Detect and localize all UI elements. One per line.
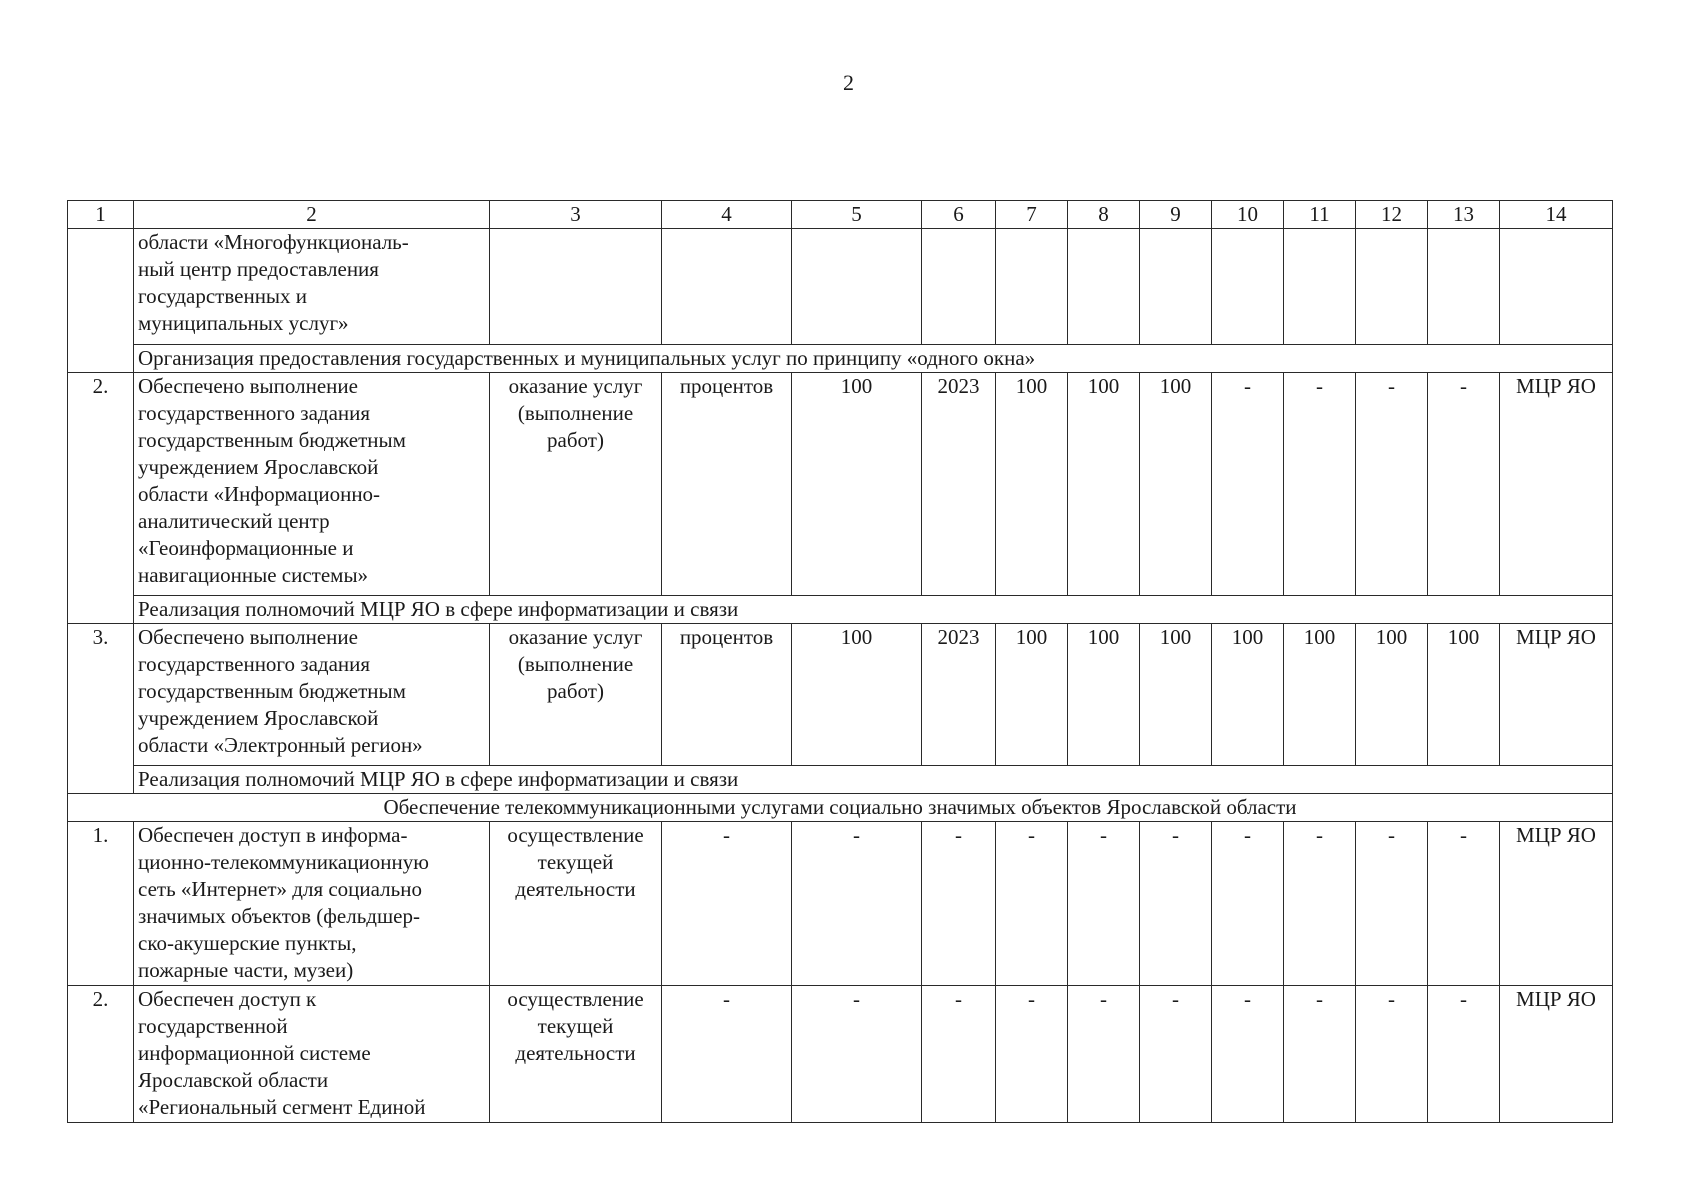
empty-cell [1284, 229, 1356, 345]
text-line: деятельности [515, 877, 636, 901]
text-line: государственным бюджетным [138, 428, 406, 452]
empty-cell [792, 229, 922, 345]
value-cell: - [1284, 822, 1356, 986]
value-cell: - [1140, 986, 1212, 1123]
empty-cell [1500, 229, 1613, 345]
text-line: ско-акушерские пункты, [138, 931, 357, 955]
year-cell: 2023 [922, 624, 996, 766]
plan-table [67, 200, 1613, 1123]
text-line: Обеспечен доступ в информа- [138, 823, 408, 847]
empty-cell [922, 229, 996, 345]
value-cell: - [792, 986, 922, 1123]
text-line: государственной [138, 1014, 288, 1038]
section-row [68, 794, 1613, 822]
value-cell: - [1428, 373, 1500, 596]
page-number: 2 [843, 70, 854, 95]
col-header: 1 [68, 201, 134, 229]
value-cell: - [1212, 373, 1284, 596]
value-cell: 100 [1068, 373, 1140, 596]
text-line: ционно-телекоммуникационную [138, 850, 429, 874]
value-cell: - [1212, 822, 1284, 986]
col-header: 9 [1140, 201, 1212, 229]
value-cell: - [1356, 373, 1428, 596]
value-cell: - [1284, 373, 1356, 596]
text-line: осуществление [507, 823, 644, 847]
text-line: (выполнение [517, 652, 634, 676]
value-cell: - [1068, 986, 1140, 1123]
col-header: 3 [490, 201, 662, 229]
row-number: 2. [68, 986, 134, 1123]
text-line: Ярославской области [138, 1068, 329, 1092]
value-cell: 100 [996, 624, 1068, 766]
value-cell: 100 [1140, 373, 1212, 596]
value-cell: - [1284, 986, 1356, 1123]
value-cell: 100 [996, 373, 1068, 596]
executor-cell: МЦР ЯО [1500, 822, 1613, 986]
text-line: работ) [547, 428, 604, 452]
text-line: Обеспечен доступ к [138, 987, 317, 1011]
table-row [68, 624, 1613, 766]
text-line: области «Электронный регион» [138, 733, 423, 757]
value-cell: - [996, 986, 1068, 1123]
description-cell [134, 822, 490, 986]
col-header: 7 [996, 201, 1068, 229]
description-cell [134, 624, 490, 766]
empty-cell [1356, 229, 1428, 345]
description-cell [134, 229, 490, 345]
col-header: 5 [792, 201, 922, 229]
description-cell [134, 373, 490, 596]
empty-cell [1428, 229, 1500, 345]
description-cell [134, 986, 490, 1123]
text-line: аналитический центр [138, 509, 330, 533]
section-row [68, 596, 1613, 624]
text-line: государственного задания [138, 401, 371, 425]
table-row [68, 229, 1613, 345]
type-cell [490, 822, 662, 986]
text-line: «Региональный сегмент Единой [138, 1095, 426, 1119]
text-line: Обеспечено выполнение [138, 374, 358, 398]
header-row [68, 201, 1613, 229]
executor-cell: МЦР ЯО [1500, 986, 1613, 1123]
year-cell: - [922, 986, 996, 1123]
empty-cell [996, 229, 1068, 345]
value-cell: - [996, 822, 1068, 986]
text-line: ный центр предоставления [138, 257, 379, 281]
text-line: деятельности [515, 1041, 636, 1065]
num-cell [68, 229, 134, 373]
row-number: 3. [68, 624, 134, 794]
value-cell: - [1428, 822, 1500, 986]
executor-cell: МЦР ЯО [1500, 624, 1613, 766]
text-line: государственным бюджетным [138, 679, 406, 703]
text-line: оказание услуг [508, 374, 643, 398]
value-cell: - [1428, 986, 1500, 1123]
table-row [68, 822, 1613, 986]
value-cell: 100 [1284, 624, 1356, 766]
section-row [68, 345, 1613, 373]
col-header: 14 [1500, 201, 1613, 229]
section-title: Обеспечение телекоммуникационными услугами социально значимых объектов Ярославской области [68, 794, 1613, 822]
col-header: 4 [662, 201, 792, 229]
text-line: учреждением Ярославской [138, 706, 379, 730]
empty-cell [1068, 229, 1140, 345]
value-cell: 100 [1356, 624, 1428, 766]
text-line: работ) [547, 679, 604, 703]
text-line: области «Информационно- [138, 482, 381, 506]
text-line: навигационные системы» [138, 563, 369, 587]
col-header: 10 [1212, 201, 1284, 229]
col-header: 12 [1356, 201, 1428, 229]
col-header: 11 [1284, 201, 1356, 229]
text-line: пожарные части, музеи) [138, 958, 354, 982]
section-title: Организация предоставления государственных и муниципальных услуг по принципу «одного окна» [134, 345, 1613, 373]
text-line: информационной системе [138, 1041, 371, 1065]
value-cell: - [1356, 822, 1428, 986]
year-cell: - [922, 822, 996, 986]
value-cell: - [1140, 822, 1212, 986]
value-cell: 100 [1428, 624, 1500, 766]
col-header: 13 [1428, 201, 1500, 229]
text-line: осуществление [507, 987, 644, 1011]
section-title: Реализация полномочий МЦР ЯО в сфере информатизации и связи [134, 596, 1613, 624]
value-cell: - [792, 822, 922, 986]
text-line: «Геоинформационные и [138, 536, 354, 560]
unit-cell: процентов [662, 373, 792, 596]
type-cell [490, 373, 662, 596]
text-line: государственного задания [138, 652, 371, 676]
value-cell: - [1068, 822, 1140, 986]
empty-cell [1212, 229, 1284, 345]
text-line: учреждением Ярославской [138, 455, 379, 479]
row-number: 1. [68, 822, 134, 986]
type-cell [490, 624, 662, 766]
type-cell [490, 986, 662, 1123]
text-line: оказание услуг [508, 625, 643, 649]
table-row [68, 373, 1613, 596]
text-line: текущей [537, 1014, 614, 1038]
year-cell: 2023 [922, 373, 996, 596]
unit-cell: - [662, 822, 792, 986]
col-header: 6 [922, 201, 996, 229]
text-line: (выполнение [517, 401, 634, 425]
text-line: области «Многофункциональ- [138, 230, 409, 254]
empty-cell [490, 229, 662, 345]
text-line: Обеспечено выполнение [138, 625, 358, 649]
text-line: муниципальных услуг» [138, 311, 349, 335]
section-row [68, 766, 1613, 794]
value-cell: 100 [792, 624, 922, 766]
section-title: Реализация полномочий МЦР ЯО в сфере информатизации и связи [134, 766, 1613, 794]
executor-cell: МЦР ЯО [1500, 373, 1613, 596]
empty-cell [662, 229, 792, 345]
value-cell: 100 [1212, 624, 1284, 766]
value-cell: - [1212, 986, 1284, 1123]
unit-cell: - [662, 986, 792, 1123]
value-cell: 100 [792, 373, 922, 596]
table-row [68, 986, 1613, 1123]
value-cell: - [1356, 986, 1428, 1123]
text-line: сеть «Интернет» для социально [138, 877, 422, 901]
row-number: 2. [68, 373, 134, 624]
col-header: 2 [134, 201, 490, 229]
empty-cell [1140, 229, 1212, 345]
value-cell: 100 [1068, 624, 1140, 766]
text-line: текущей [537, 850, 614, 874]
text-line: значимых объектов (фельдшер- [138, 904, 420, 928]
unit-cell: процентов [662, 624, 792, 766]
col-header: 8 [1068, 201, 1140, 229]
text-line: государственных и [138, 284, 308, 308]
value-cell: 100 [1140, 624, 1212, 766]
